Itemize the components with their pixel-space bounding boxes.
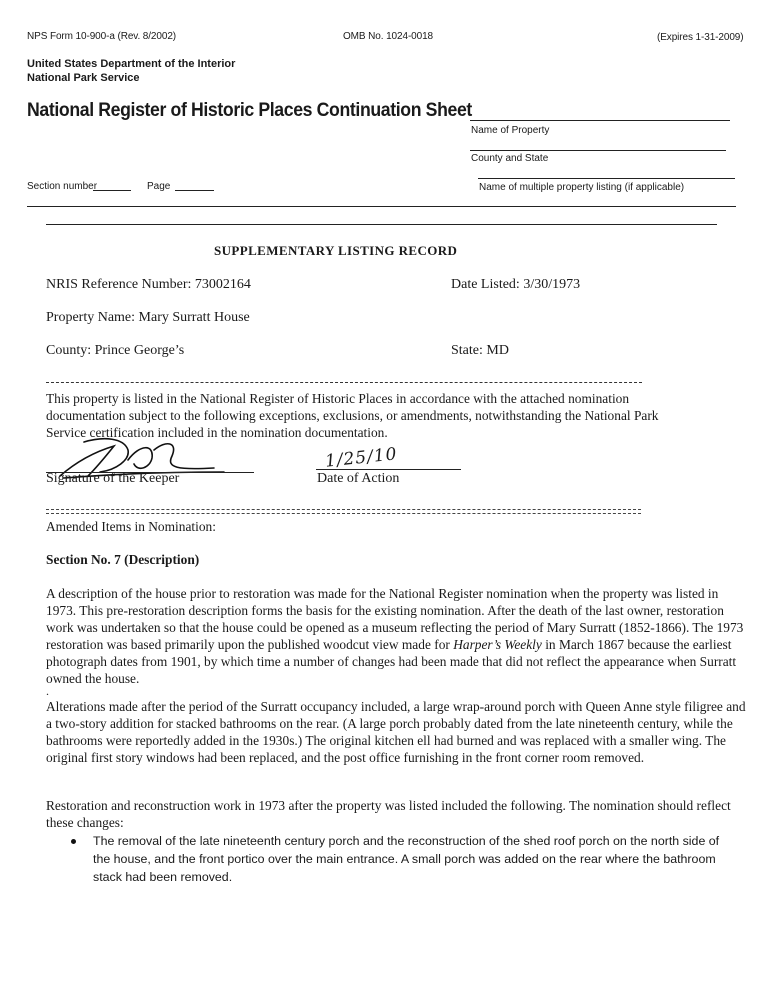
- omb-number: OMB No. 1024-0018: [343, 31, 434, 42]
- form-number: NPS Form 10-900-a: [27, 31, 115, 42]
- county-label: County:: [46, 343, 92, 358]
- para1-text-after: in March 1867 because the earliest photograph dates from 1901, by which time a number of changes had been made that did not reflect the appearance when Surratt owned the house.: [46, 637, 737, 686]
- double-rule-top: [46, 509, 641, 510]
- description-paragraph-3: Restoration and reconstruction work in 1973 after the property was listed included the following. The nomination should reflect these changes:: [46, 798, 731, 830]
- county-state-label: County and State: [471, 153, 549, 164]
- signature-label: Signature of the Keeper: [46, 471, 180, 486]
- double-rule-bottom: [46, 513, 641, 514]
- date-listed-label: Date Listed:: [451, 277, 520, 292]
- section-number-blank: [93, 190, 131, 191]
- county-value: Prince George’s: [94, 343, 185, 358]
- description-paragraph-1: [46, 585, 746, 687]
- nris-label: NRIS Reference Number:: [46, 277, 192, 292]
- description-paragraph-2: Alterations made after the period of the Surratt occupancy included, a large wrap-around porch with Queen Anne style filigree and a two-story addition for stacked bathrooms on the rear. (A large porch probably dated from the late nineteenth century, while the bathrooms were reportedly added in the 1930s.) The original kitchen ell had burned and was replaced with a smaller wing. The original first story windows had been replaced, and the post office furnishing in the front corner room removed.: [46, 699, 746, 765]
- para1-italic-title: Harper’s Weekly: [453, 637, 542, 652]
- date-listed: [451, 277, 580, 293]
- multiple-listing-label: Name of multiple property listing (if applicable): [479, 182, 685, 193]
- county: [46, 343, 184, 359]
- amended-intro: Amended Items in Nomination:: [46, 519, 216, 534]
- property-name-label: Property Name:: [46, 310, 136, 325]
- stray-mark: .: [46, 684, 49, 698]
- listing-statement: This property is listed in the National Register of Historic Places in accordance with the attached nomination documentation subject to the following exceptions, exclusions, or amendments, notwithstanding the National Park Service certification included in the nomination documentation.: [46, 391, 659, 440]
- property-name: [46, 310, 250, 326]
- date-of-action-line: [316, 469, 461, 470]
- service-name: National Park Service: [27, 72, 140, 84]
- header-divider: [27, 206, 736, 207]
- record-top-rule: [46, 224, 717, 225]
- para1-text-before: A description of the house prior to restoration was made for the National Register nomination when the property was listed in 1973. This pre-restoration description forms the basis for the existing nomination. After the death of the last owner, restoration work was undertaken so that the house could be opened as a museum reflecting the period of Mary Surratt (1852-1866). The 1973 restoration was based primarily upon the published woodcut view made for: [46, 586, 744, 652]
- name-of-property-label: Name of Property: [471, 125, 550, 136]
- dashed-separator: [46, 382, 642, 383]
- page-title: National Register of Historic Places Continuation Sheet: [27, 100, 472, 121]
- agency-block: [27, 57, 235, 85]
- form-id: [27, 31, 176, 42]
- nris-reference: [46, 277, 251, 293]
- state-label: State:: [451, 343, 483, 358]
- date-of-action-label: Date of Action: [317, 471, 400, 486]
- multiple-listing-line: [478, 178, 735, 179]
- nris-value: 73002164: [194, 277, 251, 292]
- expiration-date: (Expires 1-31-2009): [657, 32, 744, 43]
- property-name-value: Mary Surratt House: [138, 310, 250, 325]
- state: [451, 343, 509, 359]
- record-heading: SUPPLEMENTARY LISTING RECORD: [214, 243, 458, 258]
- form-revision: (Rev. 8/2002): [117, 31, 177, 42]
- county-state-line: [470, 150, 726, 151]
- bullet-item: The removal of the late nineteenth century porch and the reconstruction of the shed roof porch on the north side of the house, and the front portico over the main entrance. A small porch was added on the rear where the bathroom stack had been removed.: [93, 834, 720, 884]
- state-value: MD: [486, 343, 509, 358]
- name-of-property-line: [470, 120, 730, 121]
- section-number-label: Section number: [27, 181, 98, 192]
- page-label: Page: [147, 181, 171, 192]
- page-blank: [175, 190, 214, 191]
- date-of-action-handwritten: 1/25/10: [324, 444, 399, 472]
- section-heading: Section No. 7 (Description): [46, 552, 200, 567]
- date-listed-value: 3/30/1973: [523, 277, 581, 292]
- bullet-marker: [71, 839, 76, 844]
- department-name: United States Department of the Interior: [27, 58, 236, 70]
